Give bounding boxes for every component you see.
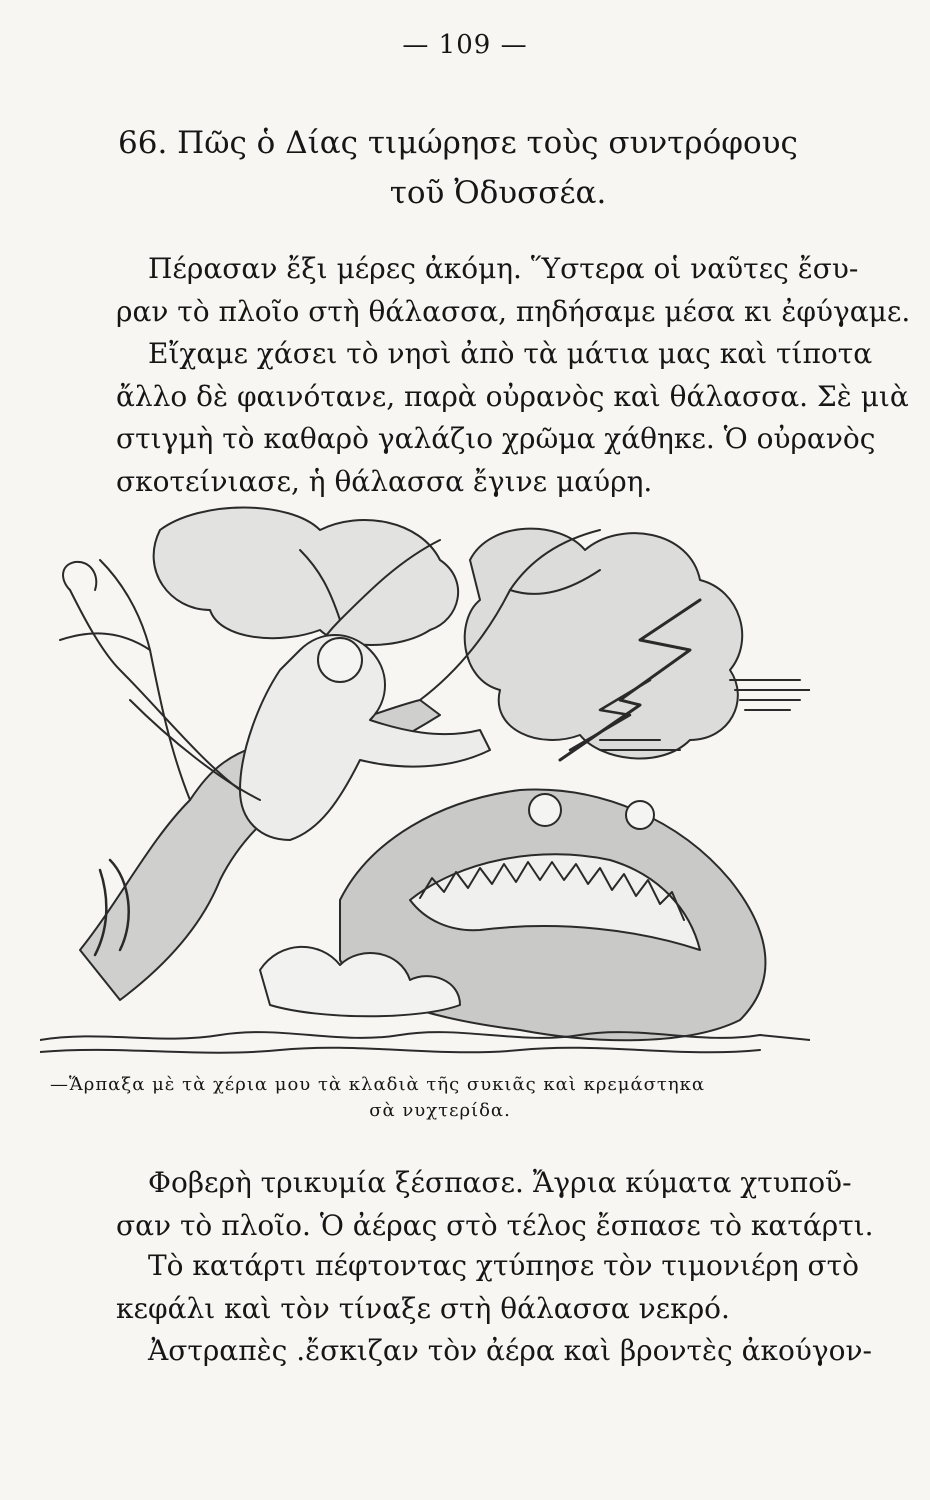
chapter-title-line: τοῦ Ὀδυσσέα.: [389, 175, 607, 211]
text-line: Ἀστραπὲς .ἔσκιζαν τὸν ἀέρα καὶ βροντὲς ἀκούγον-: [148, 1334, 872, 1367]
paragraph: [116, 1245, 860, 1330]
text-line: κεφάλι καὶ τὸν τίναξε στὴ θάλασσα νεκρό.: [116, 1291, 730, 1325]
chapter-title: [118, 118, 838, 218]
text-line: στιγμὴ τὸ καθαρὸ γαλάζιο χρῶμα χάθηκε. Ὁ οὐρανὸς: [116, 422, 876, 455]
paragraph: [116, 1162, 874, 1247]
text-line: ραν τὸ πλοῖο στὴ θάλασσα, πηδήσαμε μέσα κι ἐφύγαμε.: [116, 294, 911, 328]
text-line: Τὸ κατάρτι πέφτοντας χτύπησε τὸν τιμονιέρη στὸ: [148, 1249, 860, 1282]
monster-eye: [529, 794, 561, 826]
text-line: Πέρασαν ἔξι μέρες ἀκόμη. Ὕστερα οἱ ναῦτες ἔσυ-: [148, 252, 859, 285]
text-line: Εἴχαμε χάσει τὸ νησὶ ἀπὸ τὰ μάτια μας καὶ τίποτα: [148, 337, 873, 370]
caption-line: σὰ νυχτερίδα.: [369, 1100, 511, 1121]
illustration-odysseus-fig-tree: [40, 500, 810, 1065]
page-number: — 109 —: [402, 30, 528, 60]
storm-cloud: [154, 508, 458, 646]
text-line: σαν τὸ πλοῖο. Ὁ ἀέρας στὸ τέλος ἔσπασε τὸ κατάρτι.: [116, 1208, 874, 1242]
text-line: Φοβερὴ τρικυμία ξέσπασε. Ἄγρια κύματα χτυποῦ-: [148, 1166, 852, 1199]
text-line: ἄλλο δὲ φαινότανε, παρὰ οὐρανὸς καὶ θάλασσα. Σὲ μιὰ: [116, 379, 909, 413]
odysseus-head: [318, 638, 362, 682]
caption-line: —Ἅρπαξα μὲ τὰ χέρια μου τὰ κλαδιὰ τῆς συκιᾶς καὶ κρεμάστηκα: [50, 1074, 706, 1095]
monster-eye: [626, 801, 654, 829]
paragraph: [116, 1330, 872, 1373]
text-line: σκοτείνιασε, ἡ θάλασσα ἔγινε μαύρη.: [116, 464, 653, 498]
sea-waves: [40, 1048, 760, 1053]
odysseus-leg: [70, 590, 240, 790]
fig-tree-branch: [60, 633, 150, 650]
illustration-caption: [40, 1072, 820, 1124]
odysseus-foot: [63, 562, 96, 590]
chapter-title-line: 66. Πῶς ὁ Δίας τιμώρησε τοὺς συντρόφους: [118, 125, 798, 161]
paragraph: [116, 248, 911, 503]
storm-cloud: [465, 529, 743, 759]
